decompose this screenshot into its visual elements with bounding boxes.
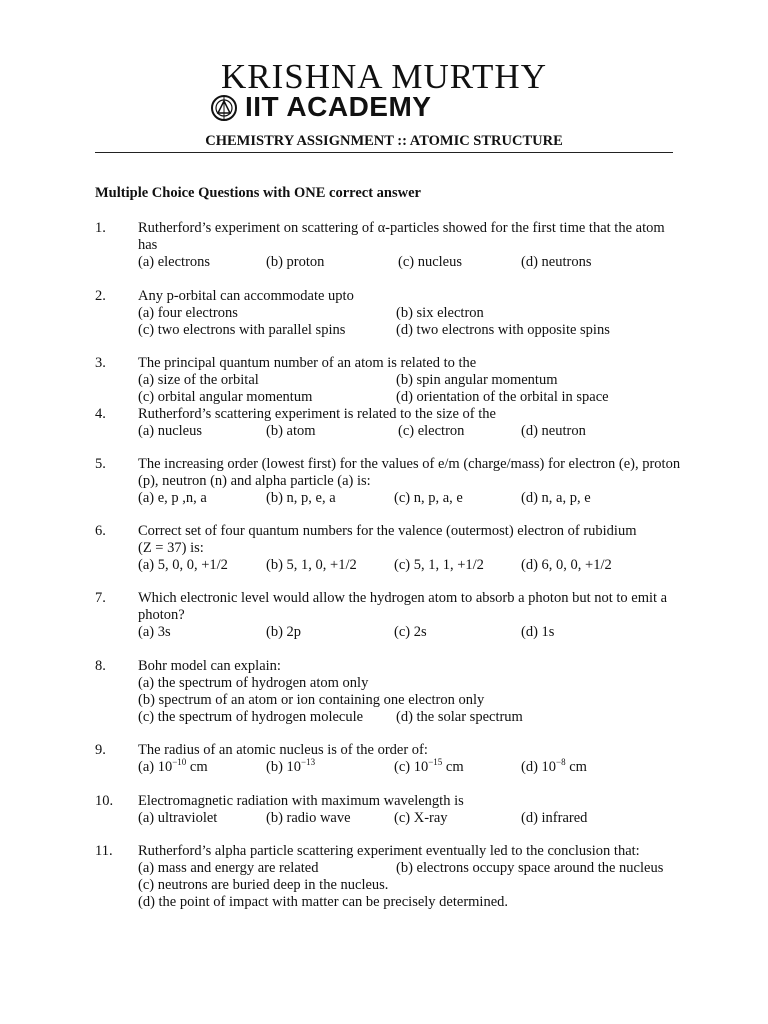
option-d[interactable]: (d) $10^{-8}$ cm bbox=[521, 757, 587, 775]
option-c[interactable]: (c) X-ray bbox=[394, 810, 448, 826]
question-number: 8. bbox=[95, 658, 106, 674]
question-number: 10. bbox=[95, 793, 114, 809]
option-d[interactable]: (d) n, a, p, e bbox=[521, 490, 591, 506]
header-divider bbox=[95, 152, 673, 153]
options-row bbox=[138, 759, 675, 776]
options-row bbox=[138, 490, 675, 507]
option-a[interactable]: (a) ultraviolet bbox=[138, 810, 218, 826]
question-10 bbox=[95, 793, 675, 827]
option-d[interactable]: (d) infrared bbox=[521, 810, 588, 826]
question-number: 11. bbox=[95, 843, 113, 859]
question-1 bbox=[95, 220, 675, 271]
question-text: (Z = 37) is: bbox=[138, 540, 204, 556]
option-b[interactable]: (b) electrons occupy space around the nucleus bbox=[396, 860, 664, 876]
question-text: The principal quantum number of an atom is related to the bbox=[138, 355, 477, 371]
question-5 bbox=[95, 456, 681, 507]
options-row bbox=[138, 557, 675, 574]
question-number: 4. bbox=[95, 406, 106, 422]
page-title: CHEMISTRY ASSIGNMENT :: ATOMIC STRUCTURE bbox=[205, 133, 563, 149]
option-c[interactable]: (c) the spectrum of hydrogen molecule bbox=[138, 709, 364, 725]
option-b[interactable]: (b) spectrum of an atom or ion containing one electron only bbox=[138, 692, 485, 708]
option-a[interactable]: (a) mass and energy are related bbox=[138, 860, 319, 876]
brand-name: KRISHNA MURTHY bbox=[221, 57, 547, 96]
question-text: Rutherford’s experiment on scattering of α-particles showed for the first time that the atom bbox=[138, 220, 665, 236]
options-row bbox=[138, 675, 675, 692]
option-d[interactable]: (d) the point of impact with matter can be precisely determined. bbox=[138, 894, 509, 910]
question-7 bbox=[95, 590, 675, 641]
question-11 bbox=[95, 843, 675, 911]
question-text: Which electronic level would allow the hydrogen atom to absorb a photon but not to emit a bbox=[138, 590, 668, 606]
option-a[interactable]: (a) size of the orbital bbox=[138, 372, 259, 388]
section-title: Multiple Choice Questions with ONE correct answer bbox=[95, 185, 421, 201]
option-d[interactable]: (d) 1s bbox=[521, 624, 555, 640]
question-9 bbox=[95, 742, 675, 776]
options-row bbox=[138, 894, 675, 911]
question-text: Rutherford’s scattering experiment is related to the size of the bbox=[138, 406, 496, 422]
options-row bbox=[138, 372, 675, 389]
option-d[interactable]: (d) orientation of the orbital in space bbox=[396, 389, 609, 405]
option-b[interactable]: (b) spin angular momentum bbox=[396, 372, 558, 388]
question-text: Any p-orbital can accommodate upto bbox=[138, 288, 354, 304]
options-row bbox=[138, 860, 675, 877]
option-a[interactable]: (a) nucleus bbox=[138, 423, 203, 439]
options-row bbox=[138, 810, 675, 827]
option-a[interactable]: (a) e, p ,n, a bbox=[138, 490, 207, 506]
academy-emblem-icon bbox=[209, 93, 239, 123]
question-text: Rutherford’s alpha particle scattering experiment eventually led to the conclusion that: bbox=[138, 843, 640, 859]
options-row bbox=[138, 877, 675, 894]
question-text: has bbox=[138, 237, 158, 253]
question-text: Bohr model can explain: bbox=[138, 658, 281, 674]
option-b[interactable]: (b) n, p, e, a bbox=[266, 490, 336, 506]
options-row bbox=[138, 322, 675, 339]
options-row bbox=[138, 692, 675, 709]
question-text: (p), neutron (n) and alpha particle (a) is: bbox=[138, 473, 371, 489]
question-6 bbox=[95, 523, 675, 574]
question-number: 3. bbox=[95, 355, 106, 371]
option-b[interactable]: (b) radio wave bbox=[266, 810, 351, 826]
option-d[interactable]: (d) two electrons with opposite spins bbox=[396, 322, 610, 338]
option-b[interactable]: (b) six electron bbox=[396, 305, 484, 321]
option-a[interactable]: (a) four electrons bbox=[138, 305, 238, 321]
option-d[interactable]: (d) the solar spectrum bbox=[396, 709, 523, 725]
option-c[interactable]: (c) neutrons are buried deep in the nucleus. bbox=[138, 877, 389, 893]
question-number: 6. bbox=[95, 523, 106, 539]
brand-subtitle: IIT ACADEMY bbox=[245, 91, 432, 122]
option-b[interactable]: (b) proton bbox=[266, 254, 325, 270]
question-text: Electromagnetic radiation with maximum wavelength is bbox=[138, 793, 464, 809]
question-number: 5. bbox=[95, 456, 106, 472]
question-number: 7. bbox=[95, 590, 106, 606]
question-text: The increasing order (lowest first) for the values of e/m (charge/mass) for electron (e), proton bbox=[138, 456, 681, 472]
option-b[interactable]: (b) atom bbox=[266, 423, 316, 439]
question-number: 2. bbox=[95, 288, 106, 304]
option-a[interactable]: (a) $10^{-10}$ cm bbox=[138, 757, 208, 775]
options-row bbox=[138, 389, 675, 406]
option-c[interactable]: (c) 2s bbox=[394, 624, 427, 640]
option-d[interactable]: (d) neutrons bbox=[521, 254, 592, 270]
option-c[interactable]: (c) electron bbox=[398, 423, 465, 439]
options-row bbox=[138, 423, 675, 440]
option-a[interactable]: (a) the spectrum of hydrogen atom only bbox=[138, 675, 369, 691]
options-row bbox=[138, 305, 675, 322]
option-c[interactable]: (c) $10^{-15}$ cm bbox=[394, 757, 464, 775]
options-row bbox=[138, 624, 675, 641]
options-row bbox=[138, 254, 675, 271]
option-d[interactable]: (d) neutron bbox=[521, 423, 586, 439]
question-text: Correct set of four quantum numbers for the valence (outermost) electron of rubidium bbox=[138, 523, 637, 539]
brand-logo bbox=[205, 92, 555, 124]
option-b[interactable]: (b) 5, 1, 0, +1/2 bbox=[266, 557, 357, 573]
option-a[interactable]: (a) 5, 0, 0, +1/2 bbox=[138, 557, 228, 573]
option-b[interactable]: (b) $10^{-13}$ bbox=[266, 757, 316, 775]
question-text: The radius of an atomic nucleus is of the order of: bbox=[138, 742, 428, 758]
option-c[interactable]: (c) two electrons with parallel spins bbox=[138, 322, 346, 338]
option-c[interactable]: (c) orbital angular momentum bbox=[138, 389, 313, 405]
question-text: photon? bbox=[138, 607, 185, 623]
option-b[interactable]: (b) 2p bbox=[266, 624, 302, 640]
question-number: 1. bbox=[95, 220, 106, 236]
option-a[interactable]: (a) electrons bbox=[138, 254, 211, 270]
question-4 bbox=[95, 406, 675, 440]
option-c[interactable]: (c) 5, 1, 1, +1/2 bbox=[394, 557, 484, 573]
question-2 bbox=[95, 288, 675, 339]
question-number: 9. bbox=[95, 742, 106, 758]
question-3 bbox=[95, 355, 675, 406]
question-8 bbox=[95, 658, 675, 726]
option-d[interactable]: (d) 6, 0, 0, +1/2 bbox=[521, 557, 612, 573]
option-c[interactable]: (c) nucleus bbox=[398, 254, 463, 270]
options-row bbox=[138, 709, 675, 726]
option-c[interactable]: (c) n, p, a, e bbox=[394, 490, 463, 506]
option-a[interactable]: (a) 3s bbox=[138, 624, 171, 640]
